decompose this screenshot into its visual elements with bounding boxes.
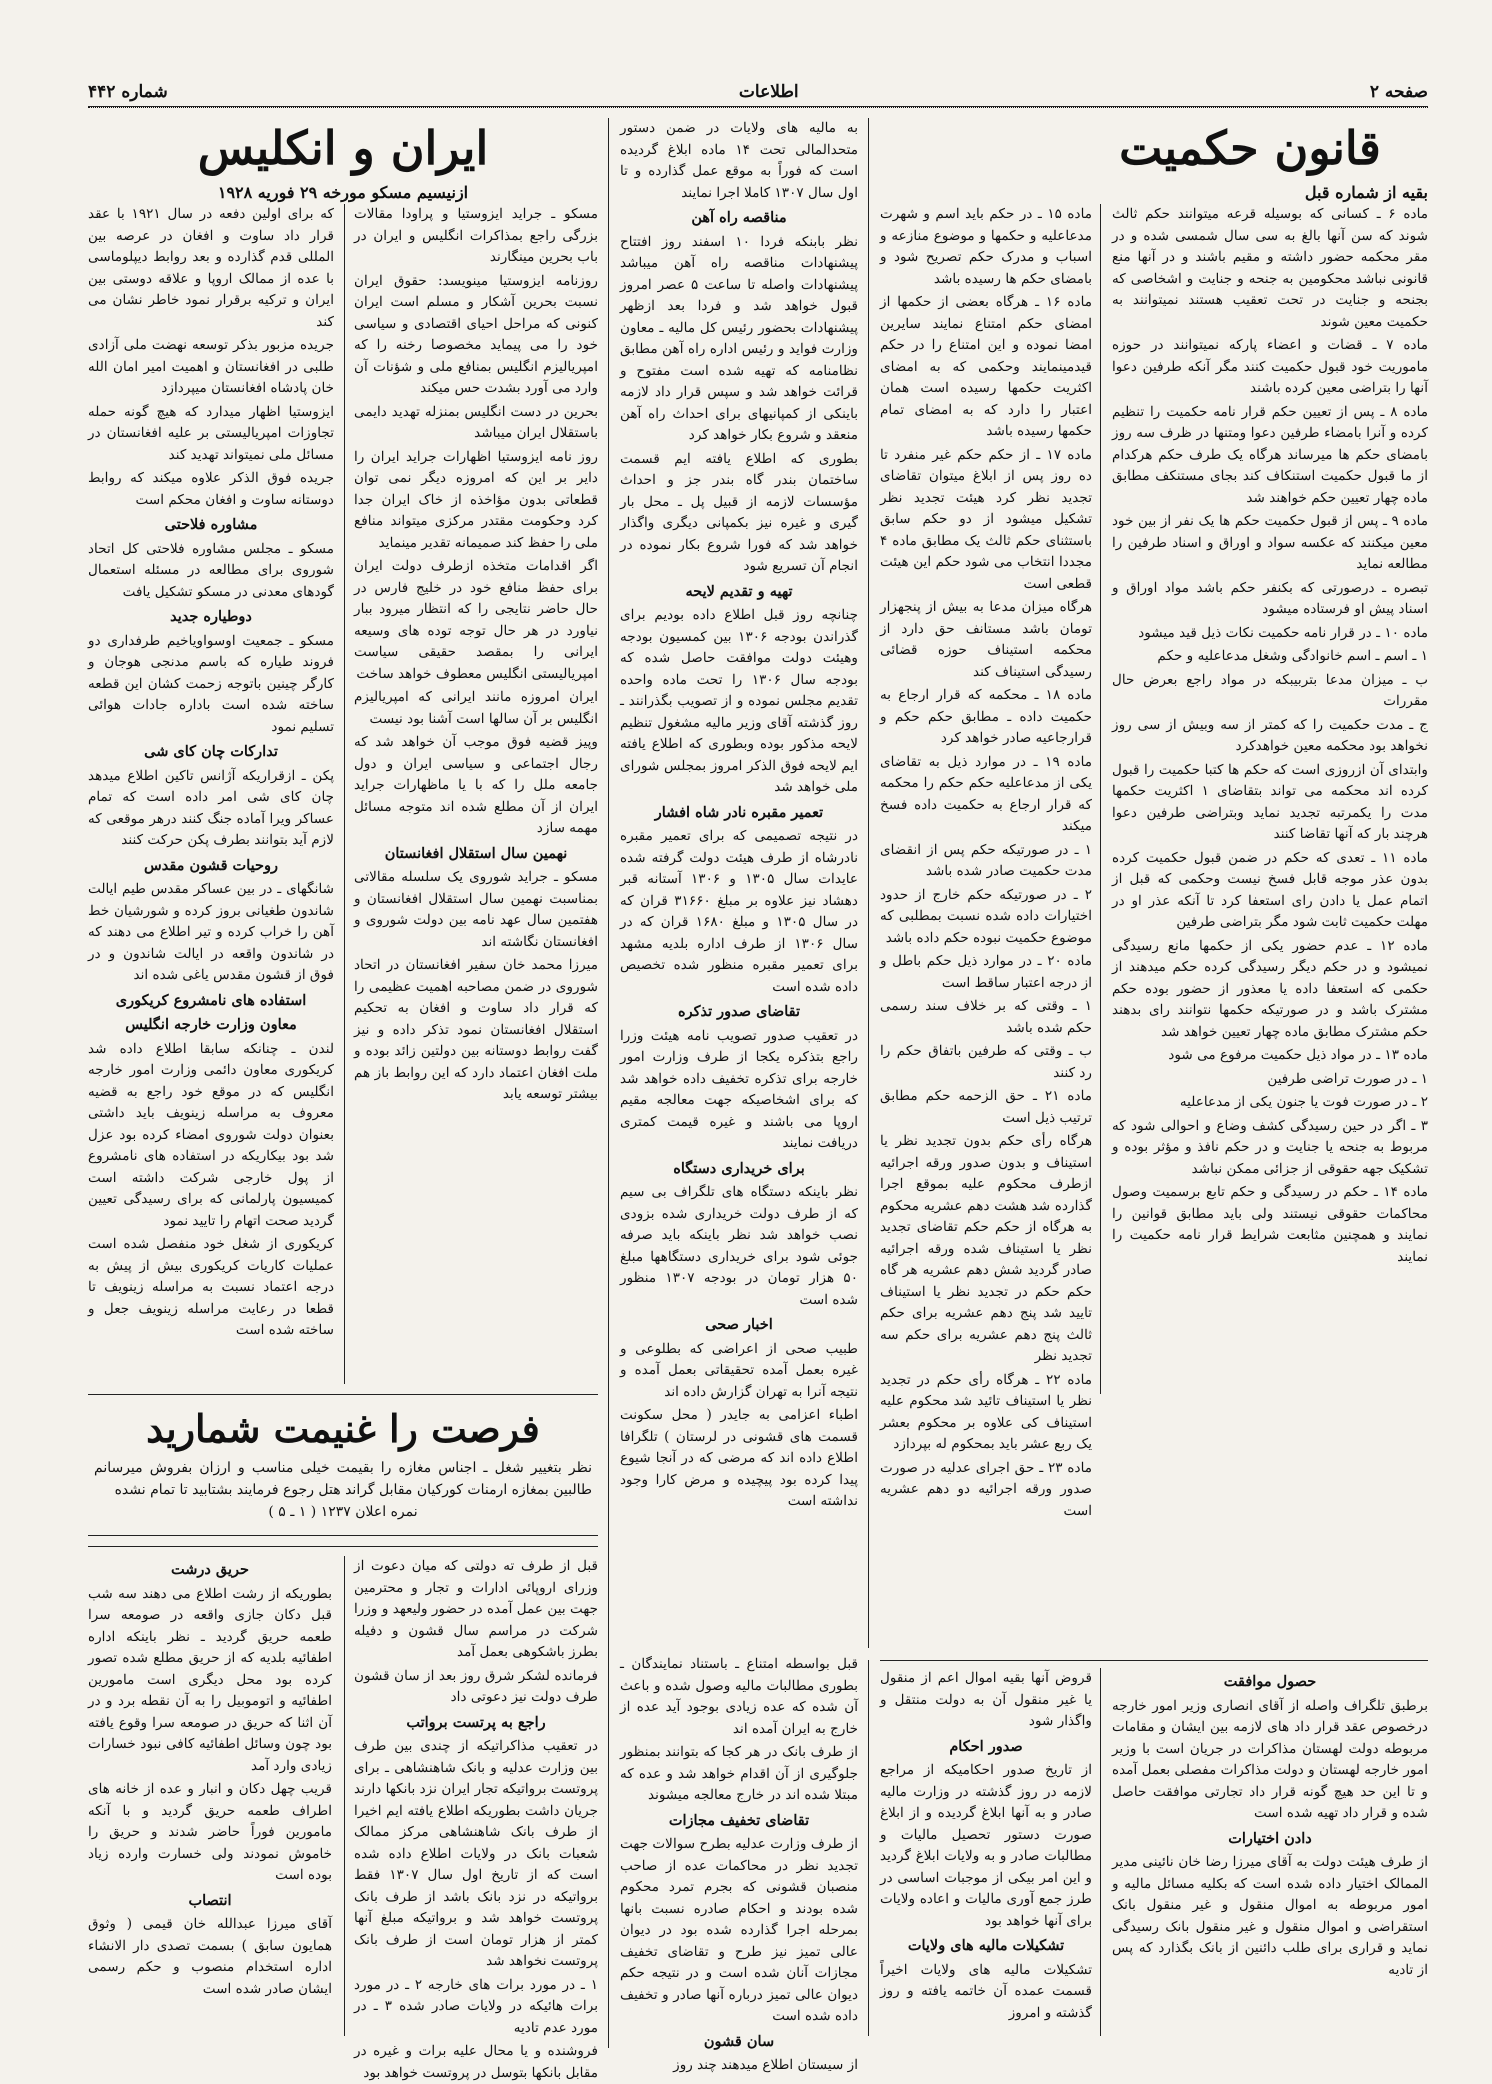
law-article: ماده ۱۸ ـ محکمه که قرار ارجاع به حکمیت داده ـ مطابق حکم حکم و قرارجاعیه صادر خواهد کرد bbox=[880, 687, 1092, 746]
column-rule bbox=[1100, 204, 1101, 1394]
law-article: ماده ۲۲ ـ هرگاه رأی حکم در تجدید نظر یا استیناف تائید شد محکوم علیه استیناف کی علاوه بر محکوم بعشر یک ربع عشر باید بمحکوم له بپردازد bbox=[880, 1371, 1093, 1452]
article-paragraph: کریکوری از شغل خود منفصل شده است عملیات کاریات کریکوری بیش از پیش به درجه اعتماد نسبت به مراسله زینویف تا قطعا در رعایت مراسله زینویف جعل و ساخته شده است bbox=[88, 1236, 334, 1338]
column-rule bbox=[344, 204, 345, 1384]
article-paragraph: میرزا محمد خان سفیر افغانستان در اتحاد شوروی در ضمن مصاحبه اهمیت عظیمی را که قرار داد ساوت و افغان به تحکیم استقلال افغانستان نمود تذکر داده و نیز گفت روابط دوستانه بین دولتین زائد بوده و ملت افغان اعتماد دارد که این روابط باز هم بیشتر توسعه یابد bbox=[354, 957, 598, 1102]
news-paragraph: فرمانده لشکر شرق روز بعد از سان قشون طرف دولت نیز دعوتی داد bbox=[354, 1667, 598, 1705]
law-article: ۳ ـ اگر در حین رسیدگی کشف وضاع و احوالی شود که مربوط به جنحه یا جنایت و در حکم نافذ و مؤثر بوده و تشکیک جهه حقوقی از جزائی ممکن نباشد bbox=[1112, 1117, 1428, 1177]
law-article: ج ـ مدت حکمیت را که کمتر از سه وبیش از سی روز نخواهد بود محکمه معین خواهدکرد bbox=[1112, 716, 1428, 754]
headline-passport: تقاضای صدور تذکره bbox=[677, 1003, 801, 1020]
law-article: ماده ۱۳ ـ در مواد ذیل حکمیت مرفوع می شود bbox=[1168, 1047, 1428, 1063]
law-subtitle: بقیه از شماره قبل bbox=[1304, 183, 1428, 202]
article-paragraph: ایزوستیا اظهار میدارد که هیچ گونه حمله تجاوزات امپریالیستی بر علیه افغانستان در مسائل ملی نمیتواند تهدید کند bbox=[88, 403, 334, 463]
headline-finance: تشکیلات مالیه های ولایات bbox=[907, 1937, 1065, 1954]
header-rule bbox=[88, 106, 1428, 108]
headline-health: اخبار صحی bbox=[705, 1316, 773, 1333]
ad-title: فرصت را غنیمت شمارید bbox=[146, 1406, 540, 1451]
headline-planes: دوطیاره جدید bbox=[170, 608, 252, 625]
law-title: قانون حکمیت bbox=[1119, 121, 1381, 175]
headline-agreement: حصول موافقت bbox=[1223, 1673, 1317, 1690]
headline-protest: راجع به پرتست برواتب bbox=[406, 1713, 546, 1731]
law-article: ماده ۲۰ ـ در موارد ذیل حکم باطل و از درجه اعتبار ساقط است bbox=[880, 953, 1092, 991]
article-paragraph: که برای اولین دفعه در سال ۱۹۲۱ با عقد قرار داد ساوت و افغان در عرصه بین المللی قدم گذارده و بعد روابط دیپلوماسی با عده از ممالک اروپا و علاقه دوستی بین ایران و ترکیه برقرار نمود خاطر نشان می کند bbox=[88, 206, 334, 330]
law-article: وابتدای آن ازروزی است که حکم ها کتبا حکمیت را قبول کرده اند محکمه می تواند بتقاضای ۱ اکثریت حکمها مدت را یکمرتبه تجدید نماید وبتراضی طرفین دعوا هرچند بار که آنها تقاضا کنند bbox=[1112, 761, 1428, 842]
law-article: ۱ ـ در صورتیکه حکم پس از انقضای مدت حکمیت صادر شده باشد bbox=[880, 841, 1092, 879]
article-paragraph: مسکو ـ جراید ایزوستیا و پراودا مقالات بزرگی راجع بمذاکرات انگلیس و ایران در باب بحرین مینگارند bbox=[354, 206, 598, 265]
article-paragraph: جریده فوق الذکر علاوه میکند که روابط دوستانه ساوت و افغان محکم است bbox=[88, 470, 334, 508]
article-paragraph: شانگهای ـ در بین عساکر مقدس طیم ایالت شاندون طغیانی بروز کرده و شورشیان خط آهن را خراب کرده و تیر اطلاع می دهند که در شاندون واقعه در ایالت شاندون و در فوق از قشون مقدس یاغی شده اند bbox=[88, 881, 334, 983]
headline-chiang: تدارکات چان کای شی bbox=[144, 743, 278, 760]
news-paragraph: از طرف وزارت عدلیه بطرح سوالات جهت تجدید نظر در محاکمات عده از صاحب منصبان قشونی که بجرم تمرد محکوم شده بودند و احکام صادره نسبت بانها بمرحله اجرا گذارده شده بود در دیوان عالی تمیز نیز طرح و تقاضای تخفیف مجازات آنان شده است و در نتیجه حکم دیوان عالی تمیز درباره آنها صادر و تخفیف داده شده است bbox=[620, 1836, 858, 2024]
article-paragraph: ایران امروزه مانند ایرانی که امپریالیزم انگلیس بر آن سالها است آشنا بود نیست bbox=[354, 689, 598, 727]
law-article: ماده ۱۹ ـ در موارد ذیل به تقاضای یکی از مدعاعلیه حکم حکم را محکمه که قرار ارجاع به حکمیت داده فسخ میکند bbox=[880, 753, 1093, 834]
news-paragraph: قروض آنها بقیه اموال اعم از منقول یا غیر منقول آن به دولت منتقل و واگذار شود bbox=[880, 1670, 1092, 1729]
news-paragraph: آقای میرزا عبدالله خان قیمی ( وثوق همایون سابق ) بسمت تصدی دار الانشاء اداره استخدام منصوب و حکم رسمی ایشان صادر شده است bbox=[88, 1916, 332, 1997]
law-column-right bbox=[1112, 204, 1428, 1394]
ad-body: نظر بتغییر شغل ـ اجناس مغازه را بقیمت خیلی مناسب و ارزان بفروش میرسانم طالبین بمغازه ارمنات کورکیان مقابل گراند هتل رجوع فرمایند بشتابید تا تمام نشده bbox=[94, 1460, 592, 1498]
law-article: ب ـ وقتی که طرفین باتفاق حکم را رد کنند bbox=[880, 1043, 1092, 1081]
article-paragraph: لندن ـ چنانکه سابقا اطلاع داده شد کریکوری معاون دائمی وزارت امور خارجه انگلیس که در موقع خود راجع به قضیه معروف به مراسله زینویف باید داشتی بعنوان دولت شوروی امضاء کرده بود عزل شد بود بیکاریکه در استفاده های نامشروع از پول خارجی شرکت داشته است کمیسیون پارلمانی که برای رسیدگی تعیین گردید صحت اتهام را تایید نمود bbox=[88, 1040, 334, 1229]
law-article: ماده ۲۳ ـ حق اجرای عدلیه در صورت صدور ورقه اجرائیه دو دهم عشریه است bbox=[880, 1459, 1092, 1519]
law-article: ماده ۱۵ ـ در حکم باید اسم و شهرت مدعاعلیه و حکمها و موضوع منازعه و اسباب و مدرک حکم تصریح شود و بامضای حکم ها رسیده باشد bbox=[880, 206, 1092, 287]
law-article: هرگاه رأی حکم بدون تجدید نظر یا استیناف و بدون صدور ورقه اجرائیه ازطرف محکوم علیه بموقع اجرا گذارده شد هشت دهم عشریه محکوم به هرگاه از حکم حکم تقاضای تجدید نظر یا استیناف شده ورقه اجرائیه صادر گردید شش دهم عشریه هر گاه حکم حکم در تجدید نظر یا استیناف تایید شد پنج دهم عشریه برای حکم ثالث پنج دهم عشریه برای حکم سه تجدید نظر bbox=[880, 1133, 1092, 1364]
headline-tomb: تعمیر مقبره نادر شاه افشار bbox=[654, 803, 824, 821]
news-paragraph: طبیب صحی از اعراضی که بطلوعی و غیره بعمل آمده تحقیقاتی بعمل آمده و نتیجه آنرا به تهران گزارش داده اند bbox=[620, 1340, 858, 1400]
iran-england-column-left bbox=[88, 204, 334, 1384]
column-rule bbox=[1100, 1668, 1101, 2036]
iran-england-column-right bbox=[354, 204, 598, 1384]
law-article: ۱ ـ اسم ـ اسم خانوادگی وشغل مدعاعلیه و حکم bbox=[1157, 648, 1428, 664]
bottom-column-3 bbox=[620, 1654, 858, 2073]
headline-verdicts: صدور احکام bbox=[949, 1737, 1023, 1755]
news-paragraph: نظر باینکه دستگاه های تلگراف بی سیم که از طرف دولت خریداری شده بزودی نصب خواهد شد نظر باینکه باید صرفه جوئی شود برای خریداری دستگاهها مبلغ ۵۰ هزار تومان در بودجه ۱۳۰۷ منظور شده است bbox=[620, 1184, 858, 1308]
article-paragraph: بحرین در دست انگلیس بمنزله تهدید دایمی باستقلال ایران میباشد bbox=[354, 403, 598, 441]
advertisement-box bbox=[88, 1394, 598, 1536]
headline-purchase: برای خریداری دستگاه bbox=[673, 1159, 805, 1177]
law-article: ۱ ـ در صورت تراضی طرفین bbox=[1267, 1070, 1428, 1087]
law-article: ماده ۱۷ ـ از حکم حکم غیر منفرد تا ده روز پس از ابلاغ میتوان تقاضای تجدید نظر کرد هیئت تجدید نظر تشکیل میشود از دو حکم سابق باستثنای حکم ثالث یک مطابق ماده ۴ مجددا انتخاب می شود حکم این هیئت قطعی است bbox=[880, 446, 1093, 592]
news-paragraph: از تاریخ صدور احکامیکه از مراجع لازمه در روز گذشته در وزارت مالیه صادر و به آنها ابلاغ گردیده و از ابلاغ صورت دستور تحصیل مالیات و مطالبات صادر و به ولایات ابلاغ گردید و این امر بیکی از موجبات اساسی در طرز جمع آوری مالیات و اعاده ولایات برای آنها خواهد بود bbox=[880, 1762, 1092, 1929]
masthead-strip bbox=[88, 80, 1428, 104]
column-rule bbox=[868, 118, 869, 1648]
news-paragraph: فروشنده و یا محال علیه برات و غیره در مقابل بانکها بتوسل در پروتست خواهد بود bbox=[354, 2043, 598, 2081]
news-paragraph: در نتیجه تصمیمی که برای تعمیر مقبره نادرشاه از طرف هیئت دولت گرفته شده عایدات سال ۱۳۰۵ و ۱۳۰۶ آستانه قبر دهشاد نیز علاوه بر مبلغ ۳۱۶۶۰ قران که در سال ۱۳۰۵ و مبلغ ۱۶۸۰ قران که در سال ۱۳۰۶ از طرف اداره بلدیه مشهد برای تعمیر مقبره منظور شده تخصیص داده شده است bbox=[620, 828, 859, 995]
news-paragraph: اطباء اعزامی به جایدر ( محل سکونت قسمت های قشونی در لرستان ) تلگرافا اطلاع داده اند که مرضی که در آنجا شیوع پیدا کرده بود پیچیده و مرض کارا وجود نداشته است bbox=[620, 1407, 858, 1509]
headline-afghanistan: نهمین سال استقلال افغانستان bbox=[384, 844, 568, 862]
news-paragraph: در تعقیب مذاکراتیکه از چندی بین طرف بین وزارت عدلیه و بانک شاهنشاهی ـ برای پروتست برواتیکه تجار ایران نزد بانکها دارند جریان داشت بطوریکه اطلاع یافته ایم اخیرا از طرف بانک شاهنشاهی مرکز ممالک شعبات بانک در ولایات اطلاع داده شده است که از تاریخ اول سال ۱۳۰۷ فقط برواتیکه در نزد بانک باشد از طرف بانک پروتست خواهد شد و برواتیکه مبلغ آنها کمتر از هزار تومان است از طرف بانک پروتست نخواهد شد bbox=[354, 1738, 598, 1969]
news-paragraph: از طرف هیئت دولت به آقای میرزا رضا خان نائینی مدیر الممالک اختیار داده شده است که بکلیه مسائل مالیه و امور مربوطه به اموال منقول و غیر منقول بانک استقراضی و اموال منقول و غیر منقول بانک رسیدگی نماید و قراری برای طلب دائنین از بانک بگذارد که پس از تادیه bbox=[1112, 1854, 1428, 1978]
news-paragraph: به مالیه های ولایات در ضمن دستور متحدالمالی تحت ۱۴ ماده ابلاغ گردیده است که فوراً به موقع عمل گذارده و تا اول سال ۱۳۰۷ کاملا اجرا نمایند bbox=[620, 120, 858, 201]
news-paragraph: در تعقیب صدور تصویب نامه هیئت وزرا راجع بتذکره یکجا از طرف وزارت امور خارجه برای تذکره تخفیف داده خواهد شد که برای اشخاصیکه جهت معالجه مقیم اروپا می باشند و غیره قیمت کمتری دریافت نمایند bbox=[620, 1027, 858, 1151]
news-paragraph: قبل بواسطه امتناع ـ باستناد نمایندگان ـ بطوری مطالبات مالیه وصول شده و باعث آن شده که عده زیادی بوجود آید عده از خارج به ایران آمده اند bbox=[620, 1656, 858, 1737]
article-paragraph: روز نامه ایزوستیا اظهارات جراید ایران را دایر بر این که امروزه دیگر نمی توان قطعاتی بدون مؤاخذه از خاک ایران جدا کرد وحکومت مقتدر مرکزی میتواند منافع ملی را حفظ کند صمیمانه تقدیر مینماید bbox=[354, 448, 598, 551]
law-column-left bbox=[880, 204, 1093, 1519]
ad-reference: نمره اعلان ۱۲۳۷ ( ۱ ـ ۵ ) bbox=[268, 1504, 418, 1520]
law-article: ۲ ـ در صورت فوت یا جنون یکی از مدعاعلیه bbox=[1179, 1094, 1428, 1110]
news-paragraph: بطوری که اطلاع یافته ایم قسمت ساختمان بندر گاه بندر جز و احداث مؤسسات لازمه از قبیل پل ـ محل بار گیری و غیره نیز بکمپانی دیگری واگذار خواهد شد که فورا شروع بکار نموده در انجام آن تسریع شود bbox=[620, 450, 858, 574]
headline-gregory: استفاده های نامشروع کریکوری bbox=[115, 991, 307, 1009]
column-rule bbox=[868, 1660, 869, 2036]
article-paragraph: مسکو ـ مجلس مشاوره فلاحتی کل اتحاد شوروی برای مطالعه در مسئله استعمال گودهای معدنی در مسکو تشکیل یافت bbox=[88, 540, 334, 600]
iran-england-title: ایران و انکلیس bbox=[197, 121, 489, 175]
headline-fire: حریق درشت bbox=[171, 1561, 249, 1578]
article-paragraph: اگر اقدامات متخذه ازطرف دولت ایران برای حفظ منافع خود در خلیج فارس در حال حاضر نتایجی را که انتظار میرود ببار نیاورد در هر حال توجه توده های وسیعه ایرانی را بمقصد حقیقی سیاست امپریالیستی انگلیس معطوف خواهد ساخت bbox=[354, 558, 598, 682]
law-article: ماده ۱۱ ـ تعدی که حکم در ضمن قبول حکمیت کرده بدون عذر موجه قابل فسخ نیست وحکمی که قبل از اتمام عمل یا دادن رای استعفا کرد تا آنکه عذر او در مهلت حکمیت ثابت شود مگر بتراضی طرفین bbox=[1112, 849, 1428, 930]
law-article: هرگاه میزان مدعا به بیش از پنجهزار تومان باشد مستانف حق دارد از محکمه استیناف حوزه قضائی رسیدگی استیناف کند bbox=[880, 599, 1092, 680]
law-article: ماده ۹ ـ پس از قبول حکمیت حکم ها یک نفر از بین خود معین میکنند که عکسه سواد و اوراق و اسناد طرفین را مطالعه نماید bbox=[1112, 513, 1428, 572]
news-paragraph: قبل از طرف ته دولتی که میان دعوت از وزرای اروپائی ادارات و تجار و محترمین جهت بین عمل آمده در حضور ولیعهد و وزرا شرکت در مراسم سال قشون و دفیله بطرز باشکوهی بعمل آمد bbox=[354, 1558, 598, 1660]
article-paragraph: وپیز قضیه فوق موجب آن خواهد شد که رجال اجتماعی و سیاسی ایران و دول جامعه ملل را که با یا ماظهارات جراید ایران از آن مطلع شده اند متوجه مسائل مهمه سازد bbox=[354, 734, 598, 836]
article-paragraph: جریده مزبور بذکر توسعه نهضت ملی آزادی طلبی در افغانستان و اهمیت امیر امان الله خان پادشاه افغانستان میپردازد bbox=[88, 337, 334, 396]
news-paragraph: از سیستان اطلاع میدهند چند روز bbox=[673, 2057, 858, 2073]
law-article: ماده ۲۱ ـ حق الزحمه حکم مطابق ترتیب ذیل است bbox=[880, 1088, 1093, 1126]
iran-england-subtitle: ازنیسیم مسکو مورخه ۲۹ فوریه ۱۹۲۸ bbox=[217, 183, 469, 202]
news-paragraph: تشکیلات مالیه های ولایات اخیراً قسمت عمده آن خاتمه یافته و روز گذشته و امروز bbox=[880, 1961, 1092, 2021]
page-label: صفحه ۲ bbox=[1369, 82, 1428, 102]
headline-rail: مناقصه راه آهن bbox=[691, 209, 787, 226]
headline-parade: سان قشون bbox=[703, 2032, 775, 2050]
news-paragraph: برطبق تلگراف واصله از آقای انصاری وزیر امور خارجه درخصوص عقد قرار داد های لازمه بین ایشان و مقامات مربوطه دولت لهستان مذاکرات در جریان است با وزیر امور خارجه لهستان و دولت مذاکرات مفصلی بعمل آمده و تا این حد هیچ گونه قرار داد تجارتی موافقت حاصل شده و قرار داد تهیه شده است bbox=[1112, 1697, 1428, 1821]
news-paragraph: قریب چهل دکان و انبار و عده از خانه های اطراف طعمه حریق گردید و با آنکه مامورین فوراً حاضر شدند و حریق را خاموش نمودند ولی خسارت وارده زیاد بوده است bbox=[88, 1781, 332, 1883]
headline-appointment: انتصاب bbox=[188, 1891, 232, 1909]
news-column-center bbox=[620, 118, 858, 1648]
section-rule bbox=[88, 1546, 598, 1547]
headline-troops: روحیات قشون مقدس bbox=[144, 856, 278, 874]
article-paragraph: پکن ـ ازقراریکه آژانس تاکین اطلاع میدهد چان کای شی امر داده است که تمام عساکر ویرا آماده جنگ کنند درهر موقعی که لازم آید بتوانند بطرف پکن حرکت کنند bbox=[88, 767, 334, 848]
news-paragraph: نظر بابنکه فردا ۱۰ اسفند روز افتتاح پیشنهادات مناقصه راه آهن میباشد پیشنهادات واصله تا ساعت ۵ عصر امروز قبول خواهد شد و فردا بعد ازظهر پیشنهادات بحضور رئیس کل مالیه ـ معاون وزارت فواید و رئیس اداره راه آهن مطابق نظامنامه که تهیه شده است مفتوح و قرائت خواهد شد و سپس قرار داد لازمه باینکی از کمپانیهای برای احداث راه آهن منعقد و شروع بکار خواهد کرد bbox=[620, 233, 858, 443]
article-paragraph: روزنامه ایزوستیا مینویسد: حقوق ایران نسبت بحرین آشکار و مسلم است ایران کنونی که مراحل احیای اقتصادی و سیاسی خود را می پیماید مخصوصا رخنه را که امپریالیزم انگلیس بمنافع ملی و شؤنات آن وارد می آورد بشدت حس میکند bbox=[354, 272, 598, 396]
law-article: تبصره ـ درصورتی که بکنفر حکم باشد مواد اوراق و اسناد پیش او فرستاده میشود bbox=[1112, 579, 1428, 617]
law-article: ماده ۷ ـ قضات و اعضاء پارکه نمیتوانند در حوزه ماموریت خود قبول حکمیت کنند مگر آنکه طرفین دعوا آنها را بتراضی معین کرده باشند bbox=[1112, 337, 1429, 396]
news-paragraph: ۱ ـ در مورد برات های خارجه ۲ ـ در مورد برات هائیکه در ولایات صادر شده ۳ ـ در مورد عدم تادیه bbox=[354, 1976, 598, 2036]
law-article: ماده ۸ ـ پس از تعیین حکم قرار نامه حکمیت را تنظیم کرده و آنرا بامضاء طرفین دعوا ومتنها در ظرف سه روز بامضای حکم ها میرساند هرگاه یک طرف حکم هرکدام از ما قبول حکمیت استنکاف کند بجای مستنکف مطابق ماده چهار تعیین حکم خواهند شد bbox=[1112, 403, 1428, 506]
law-article: ماده ۱۶ ـ هرگاه بعضی از حکمها از امضای حکم امتناع نمایند سایرین امضا نموده و این امتناع را در حکم قیدمینمایند وحکمی که به امضای اکثریت حکمها رسیده است همان اعتبار را دارد که به امضای تمام حکمها رسیده باشد bbox=[880, 294, 1092, 439]
law-article: ماده ۱۰ ـ در قرار نامه حکمیت نکات ذیل قید میشود bbox=[1138, 624, 1428, 641]
bottom-column-5 bbox=[1112, 1668, 1428, 2036]
law-article: ماده ۶ ـ کسانی که بوسیله قرعه میتوانند حکم ثالث شوند که سن آنها بالغ به سی سال شمسی شده و در مقر محکمه حضور داشته و مقیم باشند و در آنها منع قانونی نباشد محکومین به جنحه و جنایت و اشخاصی که بجنحه و جنایت در تحت تعقیب هستند نمیتوانند به حکمیت معین شوند bbox=[1112, 206, 1429, 330]
headline-farmers: مشاوره فلاحتی bbox=[164, 516, 258, 533]
headline-authority: دادن اختیارات bbox=[1228, 1829, 1312, 1847]
headline-budget: تهیه و تقدیم لایحه bbox=[685, 582, 793, 600]
article-paragraph: مسکو ـ جراید شوروی یک سلسله مقالاتی بمناسبت نهمین سال استقلال افغانستان و هفتمین سال عهد نامه بین دولت شوروی و افغانستان نگاشته اند bbox=[354, 869, 598, 950]
issue-label: شماره ۴۴۲ bbox=[88, 82, 168, 102]
column-rule bbox=[344, 1556, 345, 2036]
bottom-column-4 bbox=[880, 1668, 1092, 2036]
law-article: ماده ۱۲ ـ عدم حضور یکی از حکمها مانع رسیدگی نمیشود و در حکم دیگر رسیدگی کرده حکم میدهند از حکمی که استعفا داده یا معذور از حضور بوده حکم مشترک باشد و در صورتیکه حکمها نتوانند رای بدهند حکم مشترک مطابق ماده چهار تعیین خواهد شد bbox=[1112, 937, 1428, 1040]
headline-gregory-sub: معاون وزارت خارجه انگلیس bbox=[125, 1016, 297, 1033]
law-article: ۲ ـ در صورتیکه حکم خارج از حدود اختیارات داده شده نسبت بمطلبی که موضوع حکمیت نبوده حکم داده باشد bbox=[880, 886, 1092, 946]
section-rule bbox=[880, 1660, 1428, 1661]
law-article: ۱ ـ وقتی که بر خلاف سند رسمی حکم شده باشد bbox=[880, 998, 1092, 1036]
news-paragraph: بطوریکه از رشت اطلاع می دهند سه شب قبل دکان جازی واقعه در صومعه سرا طعمه حریق گردید ـ نظر باینکه اداره اطفائیه بلدیه که از حریق مطلع شده تصور کرده بود محل دیگری است مامورین اطفائیه و اتوموبیل را به آن نقطه برد و در آن اثنا که حریق در صومعه سرا وقوع یافته بود چون وسائل اطفائیه کافی نبود خسارات زیادی وارد آمد bbox=[88, 1585, 332, 1774]
law-article: ماده ۱۴ ـ حکم در رسیدگی و حکم تابع برسمیت وصول محاکمات حقوقی نیستند ولی باید مطابق قوانین را نمایند و همچنین مثابعت شرایط قرار نامه حکمیت را نمایند bbox=[1112, 1184, 1428, 1265]
article-paragraph: مسکو ـ جمعیت اوسواویاخیم طرفداری دو فروند طیاره که باسم مدنجی هوجان و کارگر چینین باتوجه زحمت کشان این قطعه ساخته شده است باداره جادات هوائی تسلیم نمود bbox=[88, 632, 334, 735]
law-article: ب ـ میزان مدعا بتربیبکه در مواد راجع بعرض حال مقررات bbox=[1112, 671, 1428, 709]
bottom-column-1 bbox=[88, 1556, 332, 2036]
bottom-column-2 bbox=[354, 1556, 598, 2081]
headline-sentence: تقاضای تخفیف مجازات bbox=[668, 1811, 810, 1829]
paper-name: اطلاعات bbox=[738, 82, 799, 102]
news-paragraph: از طرف بانک در هر کجا که بتوانند بمنظور جلوگیری از آن اقدام خواهد شد و عده که مبتلا شده اند در خارج معالجه میشوند bbox=[620, 1744, 858, 1803]
news-paragraph: چنانچه روز قبل اطلاع داده بودیم برای گذراندن بودجه ۱۳۰۶ بین کمسیون بودجه وهیئت دولت موافقت حاصل شده که بودجه سال ۱۳۰۶ را تحت ماده واحده تقدیم مجلس نموده و از تصویب بگذرانند ـ روز گذشته آقای وزیر مالیه مشغول تنظیم لایحه مذکور بوده وبطوری که اطلاع یافته ایم لایحه فوق الذکر امروز بمجلس شورای ملی خواهد شد bbox=[620, 607, 859, 795]
column-rule bbox=[608, 118, 609, 2048]
